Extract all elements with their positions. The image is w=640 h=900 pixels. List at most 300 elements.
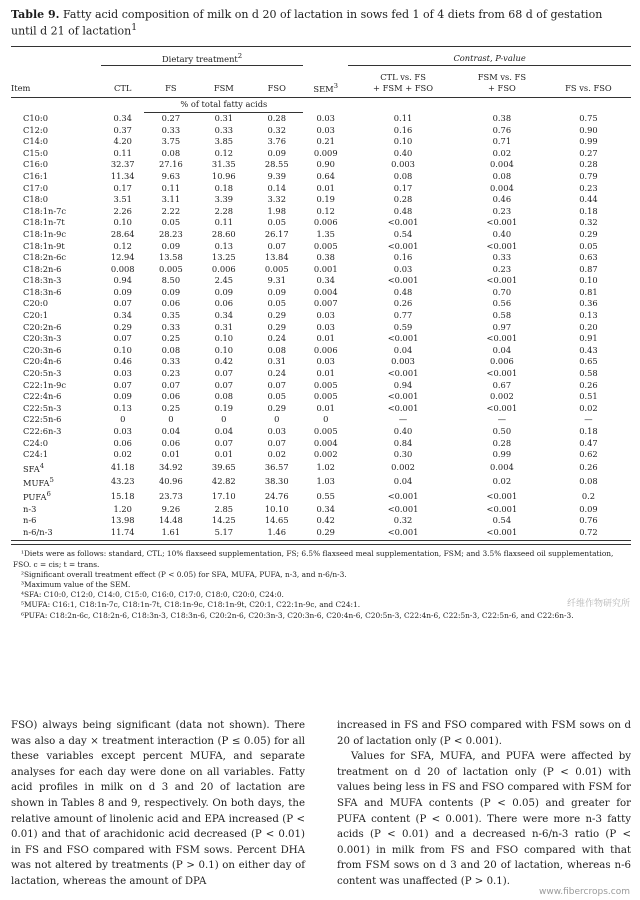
table-cell: 0.05 — [267, 217, 286, 228]
table-row — [11, 515, 631, 527]
table-cell: 0.07 — [214, 437, 234, 448]
table-cell: 0.001 — [313, 263, 338, 274]
col-contrast2-header: FSM vs. FS + FSO — [477, 71, 526, 94]
table-cell: 0.48 — [393, 205, 413, 216]
row-label: C17:0 — [23, 182, 48, 193]
table-cell: 0.23 — [579, 182, 598, 193]
table-cell: 0.13 — [113, 402, 132, 413]
footnote: ⁴SFA: C10:0, C12:0, C14:0, C15:0, C16:0, C17:0, C18:0, C20:0, C24:0. — [21, 590, 284, 600]
table-cell: 0.31 — [214, 321, 234, 332]
body-paragraph: FSO) always being significant (data not shown). There was also a day × treatment interaction (P ≤ 0.05) for all these variables except percent MUFA, and separate analyses for each day were done on all variables. Fatty acid profiles in milk on d 3 and 20 of lactation are shown in Tables 8 and 9, respectively. On both days, the relative amount of linolenic acid and EPA increased (P < 0.01) and that of arachidonic acid decreased (P < 0.01) in FS and FSO compared with FSM sows. Percent DHA was not altered by treatments (P > 0.1) on either day of lactation, whereas the amount of DPA — [11, 720, 305, 887]
table-cell: 36.57 — [264, 462, 289, 473]
table-cell: 13.25 — [211, 252, 236, 263]
table-cell: 13.98 — [110, 515, 135, 526]
table-cell: 0.12 — [214, 147, 234, 158]
table-cell: 0.28 — [579, 159, 598, 170]
table-cell: 39.65 — [211, 462, 236, 473]
table-cell: 1.03 — [316, 476, 335, 487]
table-cell: <0.001 — [387, 217, 419, 228]
table-number: Table 9. — [11, 8, 60, 21]
table-cell: 2.85 — [214, 503, 234, 514]
table-row — [11, 275, 631, 287]
table-cell: 9.31 — [267, 275, 286, 286]
table-cell: 0.09 — [113, 391, 132, 402]
table-row — [11, 159, 631, 171]
table-cell: 0.91 — [579, 333, 598, 344]
footnote-rule — [11, 544, 631, 545]
table-cell: 0.004 — [313, 437, 338, 448]
table-cell: 0.005 — [313, 240, 338, 251]
table-row — [11, 356, 631, 368]
table-cell: 0.28 — [393, 194, 413, 205]
table-cell: 0.06 — [214, 298, 234, 309]
table-cell: 0.54 — [393, 228, 413, 239]
table-cell: 0.26 — [579, 462, 598, 473]
table-cell: 0.67 — [492, 379, 512, 390]
table-cell: 0.62 — [579, 449, 598, 460]
body-column-right — [337, 718, 631, 890]
table-cell: 0.38 — [316, 252, 335, 263]
table-cell: 0.08 — [161, 147, 181, 158]
table-cell: <0.001 — [387, 275, 419, 286]
table-cell: 0.42 — [316, 515, 335, 526]
table-cell: 0.33 — [492, 252, 512, 263]
table-cell: 0.04 — [214, 426, 234, 436]
table-cell: 0.04 — [161, 426, 181, 436]
col-contrast3-header: FS vs. FSO — [565, 83, 612, 94]
table-cell: 41.18 — [110, 462, 135, 473]
table-cell: 0.07 — [214, 368, 234, 379]
table-cell: <0.001 — [387, 240, 419, 251]
table-cell: 0.12 — [316, 205, 335, 216]
table-row — [11, 182, 631, 194]
table-cell: 0.64 — [316, 170, 335, 181]
table-cell: 0.12 — [113, 240, 132, 251]
table-cell: 0.58 — [579, 368, 598, 379]
table-cell: 27.16 — [158, 159, 183, 170]
table-cell: <0.001 — [486, 333, 518, 344]
table-cell: 0.03 — [316, 124, 335, 135]
table-cell: 0.03 — [113, 426, 132, 436]
table-cell: 34.92 — [158, 462, 183, 473]
table-cell: 0.04 — [492, 344, 512, 355]
table-cell: 0.29 — [267, 310, 286, 321]
table-row — [11, 345, 631, 357]
table-cell: 0.04 — [393, 476, 413, 487]
table-cell: 0.38 — [492, 112, 512, 123]
table-cell: 1.20 — [113, 503, 132, 514]
table-cell: 0.23 — [492, 263, 512, 274]
table-cell: 28.64 — [110, 228, 135, 239]
body-paragraph: increased in FS and FSO compared with FSM sows on d 20 of lactation only (P < 0.001). — [337, 720, 631, 747]
table-cell: 0.07 — [267, 240, 286, 251]
table-cell: 0.13 — [579, 310, 598, 321]
table-cell: 0.07 — [214, 379, 234, 390]
table-cell: 0.002 — [391, 462, 415, 473]
table-cell: 0.02 — [579, 402, 598, 413]
table-cell: 0.29 — [579, 228, 598, 239]
row-label: C20:3n-6 — [23, 344, 62, 355]
table-cell: <0.001 — [387, 490, 419, 501]
table-row — [11, 414, 631, 426]
table-cell: 0 — [168, 414, 174, 425]
table-cell: 0.10 — [113, 344, 132, 355]
table-cell: — — [497, 414, 507, 425]
table-cell: <0.001 — [387, 526, 419, 537]
table-cell: 0.29 — [267, 402, 286, 413]
table-cell: 0.003 — [391, 159, 415, 170]
table-cell: 0.35 — [161, 310, 181, 321]
table-cell: 0.004 — [490, 159, 514, 170]
table-cell: 0.01 — [161, 449, 181, 460]
table-row — [11, 112, 631, 124]
table-row — [11, 298, 631, 310]
table-cell: 0.03 — [316, 356, 335, 367]
table-cell: 3.11 — [161, 194, 181, 205]
table-cell: <0.001 — [387, 503, 419, 514]
table-cell: 0.20 — [579, 321, 598, 332]
table-cell: 2.28 — [214, 205, 234, 216]
table-cell: 1.46 — [267, 526, 286, 537]
table-cell: 0.40 — [492, 228, 512, 239]
table-row — [11, 333, 631, 345]
table-cell: 0.08 — [393, 170, 413, 181]
table-cell: 0.06 — [161, 437, 181, 448]
table-cell: 0.06 — [161, 298, 181, 309]
table-cell: 0.006 — [313, 344, 338, 355]
table-cell: 0.77 — [393, 310, 413, 321]
table-cell: 0.06 — [161, 391, 181, 402]
table-cell: 0.18 — [579, 426, 598, 436]
table-cell: 0.006 — [490, 356, 514, 367]
table-row — [11, 504, 631, 516]
row-label: n-3 — [23, 503, 37, 514]
table-row — [11, 426, 631, 438]
body-column-left — [11, 718, 305, 890]
table-cell: 0.81 — [579, 286, 598, 297]
table-cell: 0.09 — [267, 147, 286, 158]
table-cell: <0.001 — [486, 217, 518, 228]
row-label: C20:1 — [23, 310, 48, 321]
table-cell: 0.99 — [492, 449, 512, 460]
table-row — [11, 403, 631, 415]
table-cell: 0.008 — [110, 263, 135, 274]
table-row — [11, 217, 631, 229]
row-label: C18:3n-6 — [23, 286, 62, 297]
table-row — [11, 206, 631, 218]
table-cell: 0.005 — [313, 391, 338, 402]
table-cell: 0.32 — [393, 515, 413, 526]
table-cell: 0.10 — [579, 275, 598, 286]
table-cell: 0.005 — [313, 379, 338, 390]
row-label: C22:6n-3 — [23, 426, 62, 436]
table-cell: 0.11 — [113, 147, 132, 158]
table-row — [11, 171, 631, 183]
table-cell: 0.03 — [113, 368, 132, 379]
table-cell: <0.001 — [387, 391, 419, 402]
table-cell: 0.07 — [113, 379, 132, 390]
table-cell: 0.79 — [579, 170, 598, 181]
table-cell: 0.33 — [161, 356, 181, 367]
table-row — [11, 461, 631, 475]
table-row — [11, 449, 631, 461]
table-cell: 0.75 — [579, 112, 598, 123]
table-cell: 9.39 — [267, 170, 286, 181]
body-paragraph: Values for SFA, MUFA, and PUFA were affected by treatment on d 20 of lactation only (P < 0.01) with values being less in FS and FSO compared with FSM for SFA and MUFA contents (P < 0.05) and greater for PUFA content (P < 0.001). There were more n-3 fatty acids (P < 0.01) and a decreased n-6/n-3 ratio (P < 0.001) in milk from FS and FSO compared with that from FSM sows on d 3 and 20 of lactation, whereas n-6 content was unaffected (P > 0.1). — [337, 751, 631, 887]
table-cell: 14.25 — [211, 515, 236, 526]
table-cell: 0 — [120, 414, 126, 425]
table-row — [11, 194, 631, 206]
table-cell: 0.34 — [113, 310, 132, 321]
table-cell: 0.40 — [393, 426, 413, 436]
table-cell: 0.94 — [393, 379, 413, 390]
table-cell: 40.96 — [158, 476, 183, 487]
table-cell: 0.08 — [492, 170, 512, 181]
row-label: SFA$^4$ — [23, 461, 45, 474]
table-cell: 0.14 — [267, 182, 286, 193]
table-cell: 0.09 — [161, 286, 181, 297]
table-cell: 0.55 — [316, 490, 335, 501]
row-label: C18:2n-6 — [23, 263, 62, 274]
row-label: C22:5n-3 — [23, 402, 62, 413]
table-cell: 0.94 — [113, 275, 132, 286]
table-cell: 0.05 — [267, 391, 286, 402]
row-label: C12:0 — [23, 124, 48, 135]
table-cell: 0.63 — [579, 252, 598, 263]
table-cell: 2.22 — [161, 205, 181, 216]
table-cell: — — [584, 414, 593, 425]
table-cell: 0.54 — [492, 515, 512, 526]
table-cell: 0.004 — [313, 286, 338, 297]
table-cell: <0.001 — [387, 333, 419, 344]
table-cell: 0.02 — [267, 449, 286, 460]
table-cell: 10.96 — [211, 170, 236, 181]
table-cell: <0.001 — [486, 240, 518, 251]
table-cell: 13.58 — [158, 252, 183, 263]
table-cell: 0.05 — [161, 217, 181, 228]
table-cell: 0.2 — [581, 490, 596, 501]
table-cell: 0.34 — [316, 503, 335, 514]
table-cell: 0.01 — [316, 333, 335, 344]
table-cell: 0.59 — [393, 321, 413, 332]
table-cell: 0.007 — [313, 298, 338, 309]
row-label: C18:1n-7t — [23, 217, 65, 228]
table-row — [11, 136, 631, 148]
table-cell: 0.71 — [492, 136, 512, 147]
table-cell: 0.09 — [214, 286, 234, 297]
row-label: C20:3n-3 — [23, 333, 62, 344]
table-cell: 4.20 — [113, 136, 132, 147]
row-label: C18:1n-9t — [23, 240, 65, 251]
table-row — [11, 527, 631, 539]
table-cell: 8.50 — [161, 275, 181, 286]
table-cell: <0.001 — [486, 526, 518, 537]
row-label: PUFA$^6$ — [23, 490, 51, 503]
table-cell: 0.23 — [492, 205, 512, 216]
table-cell: 0.002 — [490, 391, 514, 402]
table-cell: 0.87 — [579, 263, 598, 274]
col-sem-header: SEM$^3$ — [313, 81, 339, 94]
table-cell: 0.32 — [579, 217, 598, 228]
table-cell: 0.24 — [267, 333, 286, 344]
table-cell: 11.34 — [110, 170, 135, 181]
table-cell: 0.03 — [267, 426, 286, 436]
watermark-mid: 纤维作物研究所 — [566, 599, 630, 609]
table-cell: 0.43 — [579, 344, 598, 355]
table-cell: 0.09 — [579, 503, 598, 514]
table-cell: 0.09 — [161, 240, 181, 251]
table-cell: 0.005 — [158, 263, 183, 274]
table-row — [11, 287, 631, 299]
table-cell: 0.01 — [316, 402, 335, 413]
table-cell: 0.90 — [316, 159, 335, 170]
table-cell: 0.11 — [214, 217, 234, 228]
row-label: C22:4n-6 — [23, 391, 62, 402]
table-cell: <0.001 — [486, 368, 518, 379]
table-block — [11, 8, 631, 621]
table-cell: 0.28 — [267, 112, 286, 123]
table-row — [11, 380, 631, 392]
table-cell: 0.004 — [490, 182, 514, 193]
table-cell: 0.17 — [393, 182, 413, 193]
col-ctl-header: CTL — [114, 83, 132, 94]
table-cell: 0.50 — [492, 426, 512, 436]
table-cell: 0.18 — [214, 182, 234, 193]
row-label: C22:5n-6 — [23, 414, 62, 425]
table-row — [11, 148, 631, 160]
row-label: C24:0 — [23, 437, 48, 448]
table-cell: 0.99 — [579, 136, 598, 147]
table-cell: 9.26 — [161, 503, 181, 514]
row-label: n-6/n-3 — [23, 526, 53, 537]
table-cell: 0.13 — [214, 240, 234, 251]
table-cell: 0.07 — [267, 437, 286, 448]
table-row — [11, 475, 631, 489]
table-cell: 0.27 — [161, 112, 181, 123]
table-cell: 3.75 — [161, 136, 181, 147]
table-cell: 2.26 — [113, 205, 132, 216]
table-cell: 0.005 — [313, 426, 338, 436]
col-fs-header: FS — [165, 83, 177, 94]
table-cell: <0.001 — [486, 275, 518, 286]
table-cell: <0.001 — [486, 503, 518, 514]
table-cell: 12.94 — [110, 252, 135, 263]
table-cell: 0.27 — [579, 147, 598, 158]
table-cell: 0.03 — [316, 321, 335, 332]
group-dietary-treatment: Dietary treatment$^2$ — [101, 51, 303, 66]
table-title — [11, 8, 631, 38]
row-label: C18:0 — [23, 194, 48, 205]
table-cell: 0.19 — [316, 194, 335, 205]
table-cell: <0.001 — [387, 368, 419, 379]
title-footnote-mark: 1 — [131, 22, 138, 33]
table-cell: 0.08 — [579, 476, 598, 487]
table-cell: 0.32 — [267, 124, 286, 135]
table-cell: <0.001 — [486, 402, 518, 413]
table-cell: 24.76 — [264, 490, 289, 501]
table-cell: 0.72 — [579, 526, 598, 537]
table-cell: 0.40 — [393, 147, 413, 158]
table-cell: 2.45 — [214, 275, 234, 286]
table-cell: 0.03 — [316, 112, 335, 123]
table-cell: 0.56 — [492, 298, 512, 309]
col-fsm-header: FSM — [213, 83, 234, 94]
group-contrast: Contrast, P-value — [348, 51, 631, 66]
table-cell: 0.06 — [113, 437, 132, 448]
table-cell: 0.09 — [113, 286, 132, 297]
table-cell: 0.33 — [214, 124, 234, 135]
table-cell: 28.23 — [158, 228, 183, 239]
table-cell: 5.17 — [214, 526, 234, 537]
table-cell: 28.60 — [211, 228, 236, 239]
table-cell: 0.58 — [492, 310, 512, 321]
table-cell: 0.37 — [113, 124, 132, 135]
col-fso-header: FSO — [267, 83, 286, 94]
row-label: C22:1n-9c — [23, 379, 67, 390]
table-cell: 43.23 — [110, 476, 135, 487]
table-cell: 0.84 — [393, 437, 413, 448]
table-cell: 0.03 — [316, 310, 335, 321]
row-label: C14:0 — [23, 136, 48, 147]
table-cell: 0.16 — [393, 252, 413, 263]
table-cell: 0.01 — [214, 449, 234, 460]
table-cell: 0.23 — [161, 368, 181, 379]
col-contrast1-header: CTL vs. FS + FSM + FSO — [373, 71, 434, 94]
table-cell: 0.21 — [316, 136, 335, 147]
table-row — [11, 240, 631, 252]
table-cell: 0 — [323, 414, 329, 425]
table-cell: 32.37 — [110, 159, 135, 170]
table-row — [11, 125, 631, 137]
table-cell: 42.82 — [211, 476, 236, 487]
table-cell: 3.39 — [214, 194, 234, 205]
table-cell: 11.74 — [110, 526, 135, 537]
table-cell: 0.19 — [214, 402, 234, 413]
table-cell: 0.05 — [579, 240, 598, 251]
table-cell: 0.26 — [579, 379, 598, 390]
row-label: C10:0 — [23, 112, 48, 123]
table-row — [11, 264, 631, 276]
table-cell: 0 — [221, 414, 227, 425]
table-cell: 0.04 — [393, 344, 413, 355]
table-cell: 0.009 — [313, 147, 338, 158]
table-cell: 0.30 — [393, 449, 413, 460]
row-label: C18:3n-3 — [23, 275, 62, 286]
table-cell: 0.31 — [267, 356, 286, 367]
table-cell: 1.35 — [316, 228, 335, 239]
table-cell: 0.47 — [579, 437, 598, 448]
table-cell: 0.08 — [267, 344, 286, 355]
row-label: C20:0 — [23, 298, 48, 309]
table-cell: 14.48 — [158, 515, 183, 526]
row-label: C24:1 — [23, 449, 48, 460]
row-label: n-6 — [23, 515, 37, 526]
table-cell: 0.006 — [211, 263, 236, 274]
footnote: ¹Diets were as follows: standard, CTL; 10% flaxseed supplementation, FS; 6.5% flaxseed meal supplementation, FSM; and 3.5% flaxseed oil supplementation, FSO. c = cis; t = trans. — [13, 549, 614, 569]
footnote: ³Maximum value of the SEM. — [21, 579, 131, 589]
col-item-header: Item — [11, 83, 31, 94]
table-cell: 0.02 — [492, 476, 512, 487]
table-cell: 0.44 — [579, 194, 598, 205]
table-cell: 0.03 — [393, 263, 413, 274]
table-cell: 26.17 — [264, 228, 289, 239]
table-row — [11, 438, 631, 450]
row-label: C20:4n-6 — [23, 356, 62, 367]
table-footnotes — [11, 549, 631, 620]
table-cell: 0.09 — [267, 286, 286, 297]
row-label: C15:0 — [23, 147, 48, 158]
row-label: MUFA$^5$ — [23, 476, 54, 488]
